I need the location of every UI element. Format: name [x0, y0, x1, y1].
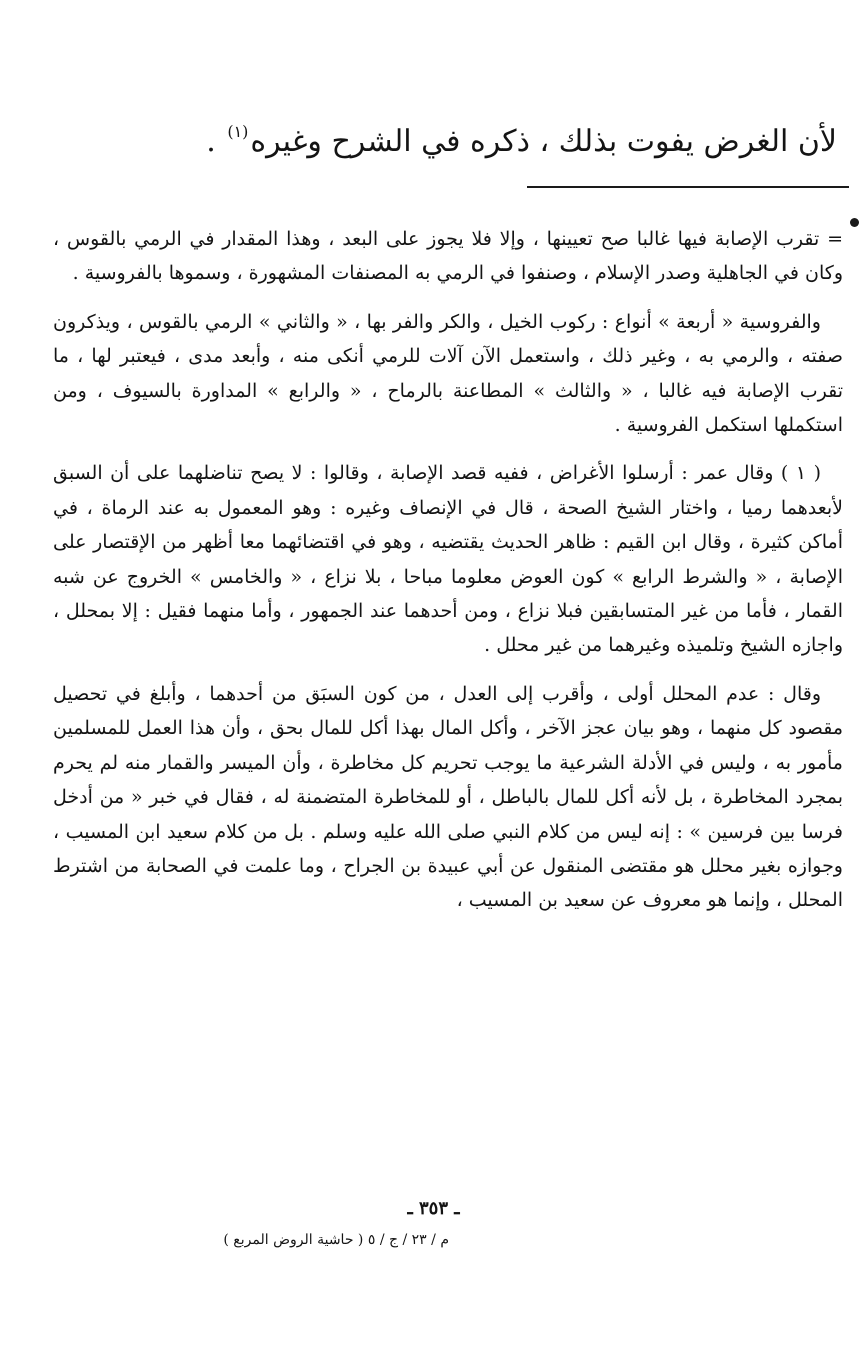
footnote-separator-rule [527, 186, 849, 188]
footnote-marker: (١) [227, 122, 249, 141]
footnote-paragraph-2: والفروسية « أربعة » أنواع : ركوب الخيل ، والكر والفر بها ، « والثاني » الرمي بالقوس ، ويذكرون صفته ، والرمي به ، وغير ذلك ، واستعمل الآن آلات للرمي أنكى منه ، وأبعد مدى ، فيعتبر لها ، ما تقرب الإصابة فيه غالبا ، « والثالث » المطاعنة بالرماح ، « والرابع » المداورة بالسيوف ، ومن استكملها استكمل الفروسية . [53, 310, 843, 437]
page-number: ـ ٣٥٣ ـ [407, 1198, 460, 1219]
main-text: لأن الغرض يفوت بذلك ، ذكره في الشرح وغيره [250, 124, 837, 159]
footnote-paragraph-4: وقال : عدم المحلل أولى ، وأقرب إلى العدل ، من كون السبَق من أحدهما ، وأبلغ في تحصيل مقصود كل منهما ، وهو بيان عجز الآخر ، وأكل المال بهذا أكل للمال بحق ، وأن هذا العمل للمسلمين مأمور به ، وليس في الأدلة الشرعية ما يوجب تحريم كل مخاطرة ، وأن الميسر والقمار منه لم يحرم بمجرد المخاطرة ، بل لأنه أكل للمال بالباطل ، أو للمخاطرة المتضمنة له ، فقال في خبر « من أدخل فرسا بين فرسين » : إنه ليس من كلام النبي صلى الله عليه وسلم . بل من كلام سعيد ابن المسيب ، وجوازه بغير محلل هو مقتضى المنقول عن أبي عبيدة بن الجراح ، وما علمت في الصحابة من اشترط المحلل ، وإنما هو معروف عن سعيد بن المسيب ، [53, 682, 844, 912]
end-mark: . [206, 124, 216, 159]
footnote-paragraph-1: = تقرب الإصابة فيها غالبا صح تعيينها ، وإلا فلا يجوز على البعد ، وهذا المقدار في الرمي بالقوس ، وكان في الجاهلية وصدر الإسلام ، وصنفوا في الرمي به المصنفات المشهورة ، وسموها بالفروسية . [53, 228, 843, 285]
footnotes-block [53, 222, 843, 932]
footnote-paragraph-3: ( ١ ) وقال عمر : أرسلوا الأغراض ، ففيه قصد الإصابة ، وقالوا : لا يصح تناضلهما على أن السبق لأبعدهما رميا ، واختار الشيخ الصحة ، قال في الإنصاف وغيره : وهو المعمول به عند الرماة ، في أماكن كثيرة ، وقال ابن القيم : ظاهر الحديث يقتضيه ، وهو في اقتضائهما معا أظهر من الإقتصار على الإصابة ، « والشرط الرابع » كون العوض معلوما مباحا ، بلا نزاع ، « والخامس » الخروج عن شبه القمار ، فأما من غير المتسابقين فبلا نزاع ، ومن أحدهما عند الجمهور ، وأما منهما فقيل : إلا بمحلل ، واجازه الشيخ وتلميذه وغيرهما من غير محلل . [53, 462, 843, 657]
main-text-line [150, 108, 837, 166]
footnote-bullet-icon [850, 218, 859, 227]
page-reference: م / ٢٣ / ج / ٥ ( حاشية الروض المربع ) [223, 1232, 449, 1248]
